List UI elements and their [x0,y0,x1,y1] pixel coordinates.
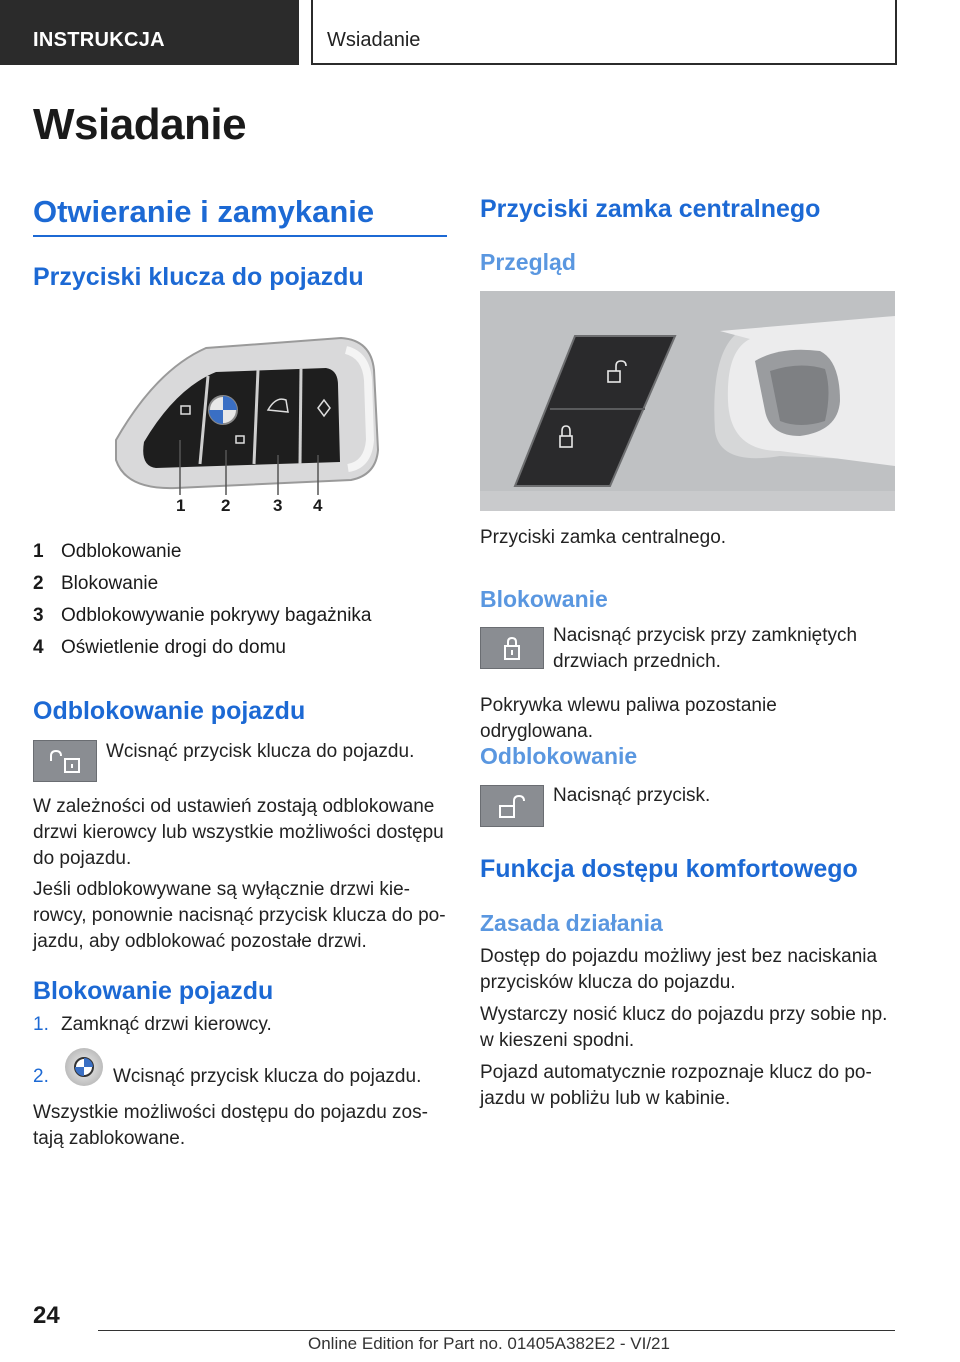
legend-item [33,632,433,664]
subheading-unlocking: Odblokowanie [480,743,638,769]
figure-label-3: 3 [273,496,283,515]
legend-text: Odblokowywanie pokrywy bagażnika [61,605,372,626]
comfort-paragraph-1: Dostęp do pojazdu możliwy jest bez naciskania przycisków klucza do pojazdu. [480,946,878,993]
comfort-paragraph-3: Pojazd automatycznie rozpoznaje klucz do po-jazdu w pobliżu lub w kabinie. [480,1062,872,1109]
heading-central-lock-buttons: Przyciski zamka centralnego [480,195,821,223]
step-number: 2. [33,1066,49,1087]
legend-item [33,536,433,568]
subheading-locking: Blokowanie [480,586,608,612]
unlock-paragraph-1: W zależności od ustawień zostają odblokowane drzwi kierowcy lub wszystkie możliwości dostępu do pojazdu. [33,796,444,869]
section-rule [33,235,447,237]
header-section-tab [0,0,299,65]
heading-comfort-access: Funkcja dostępu komfortowego [480,855,858,883]
unlock-icon [480,785,544,827]
subheading-overview: Przegląd [480,249,576,275]
step-item [33,1012,447,1038]
page-title: Wsiadanie [33,100,247,149]
lock-icon [480,627,544,669]
legend-num: 4 [33,637,44,658]
lock-note: Pokrywka wlewu paliwa pozostanie odryglowana. [480,695,777,742]
legend-item [33,568,433,600]
subheading-principle: Zasada działania [480,910,663,936]
unlock-instruction-short: Nacisnąć przycisk. [553,785,711,806]
legend-text: Oświetlenie drogi do domu [61,637,286,658]
subheading-key-buttons: Przyciski klucza do pojazdu [33,263,364,291]
key-legend-list [33,536,433,664]
footer-rule [98,1330,895,1331]
figure-label-1: 1 [176,496,186,515]
step-number: 1. [33,1014,49,1035]
unlock-instruction: Wcisnąć przycisk klucza do pojazdu. [106,741,415,762]
legend-text: Blokowanie [61,573,159,594]
section-heading-open-close: Otwieranie i zamykanie [33,194,375,229]
subheading-unlock-vehicle: Odblokowanie pojazdu [33,697,306,725]
footer-edition: Online Edition for Part no. 01405A382E2 - VI/21 [308,1334,670,1353]
step-text: Wcisnąć przycisk klucza do pojazdu. [113,1066,422,1087]
legend-text: Odblokowanie [61,541,182,562]
legend-num: 1 [33,541,44,562]
lock-instruction: Nacisnąć przycisk przy zamkniętych drzwiach przednich. [553,625,858,672]
header-chapter-tab [311,0,897,65]
step-item [33,1064,447,1090]
figure-label-4: 4 [313,496,323,515]
lock-paragraph: Wszystkie możliwości dostępu do pojazdu zos-tają zablokowane. [33,1102,428,1149]
legend-num: 3 [33,605,44,626]
comfort-paragraph-2: Wystarczy nosić klucz do pojazdu przy sobie np. w kieszeni spodni. [480,1004,888,1051]
header-chapter-label: Wsiadanie [327,29,421,51]
subheading-lock-vehicle: Blokowanie pojazdu [33,977,274,1005]
unlock-paragraph-2: Jeśli odblokowywane są wyłącznie drzwi kie-rowcy, ponownie nacisnąć przycisk klucza do po-jazdu, aby odblokować pozostałe drzwi. [33,879,446,952]
figure-label-2: 2 [221,496,231,515]
legend-item [33,600,433,632]
legend-num: 2 [33,573,44,594]
photo-caption: Przyciski zamka centralnego. [480,527,727,548]
step-text: Zamknąć drzwi kierowcy. [61,1014,272,1035]
central-lock-photo [480,291,895,511]
page-number: 24 [33,1302,60,1329]
unlock-icon [33,740,97,782]
bmw-logo-icon [65,1048,103,1086]
header-section-label: INSTRUKCJA [33,29,165,51]
key-fob-figure [96,330,396,520]
